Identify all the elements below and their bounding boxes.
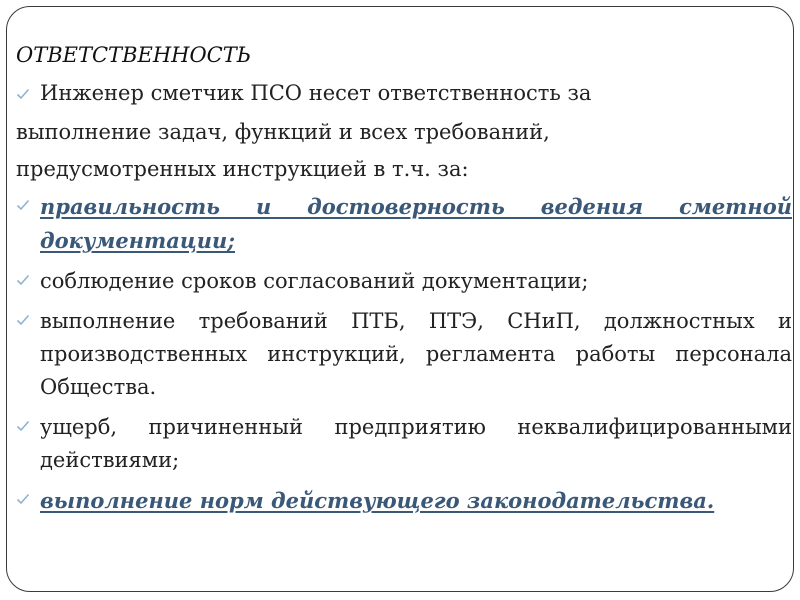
slide-content [16,41,792,525]
list-item-text: соблюдение сроков согласований документации; [40,269,589,293]
intro-text-1: Инженер сметчик ПСО несет ответственность за [40,81,592,105]
checkmark-icon [16,77,32,114]
list-item-text: правильность и достоверность ведения сметной документации; [40,194,792,253]
checkmark-icon [16,411,32,444]
list-item-text: выполнение норм действующего законодательства. [40,488,715,513]
intro-line-3: предусмотренных инструкцией в т.ч. за: [16,157,469,181]
list-item [16,484,792,518]
slide-frame [6,6,794,592]
list-item [16,265,792,298]
list-item [16,190,792,258]
list-item [16,411,792,477]
checkmark-icon [16,305,32,338]
list-item-text: ущерб, причиненный предприятию неквалифицированными действиями; [40,415,792,472]
list-item-text: выполнение требований ПТБ, ПТЭ, СНиП, должностных и производственных инструкций, регламента работы персонала Общества. [40,309,792,399]
checkmark-icon [16,265,32,298]
checkmark-icon [16,190,32,223]
intro-line-2: выполнение задач, функций и всех требований, [16,120,550,144]
checkmark-icon [16,484,32,517]
slide-heading: ОТВЕТСТВЕННОСТЬ [16,43,251,67]
intro-line-1 [16,75,792,114]
responsibility-list [16,190,792,518]
list-item [16,305,792,404]
